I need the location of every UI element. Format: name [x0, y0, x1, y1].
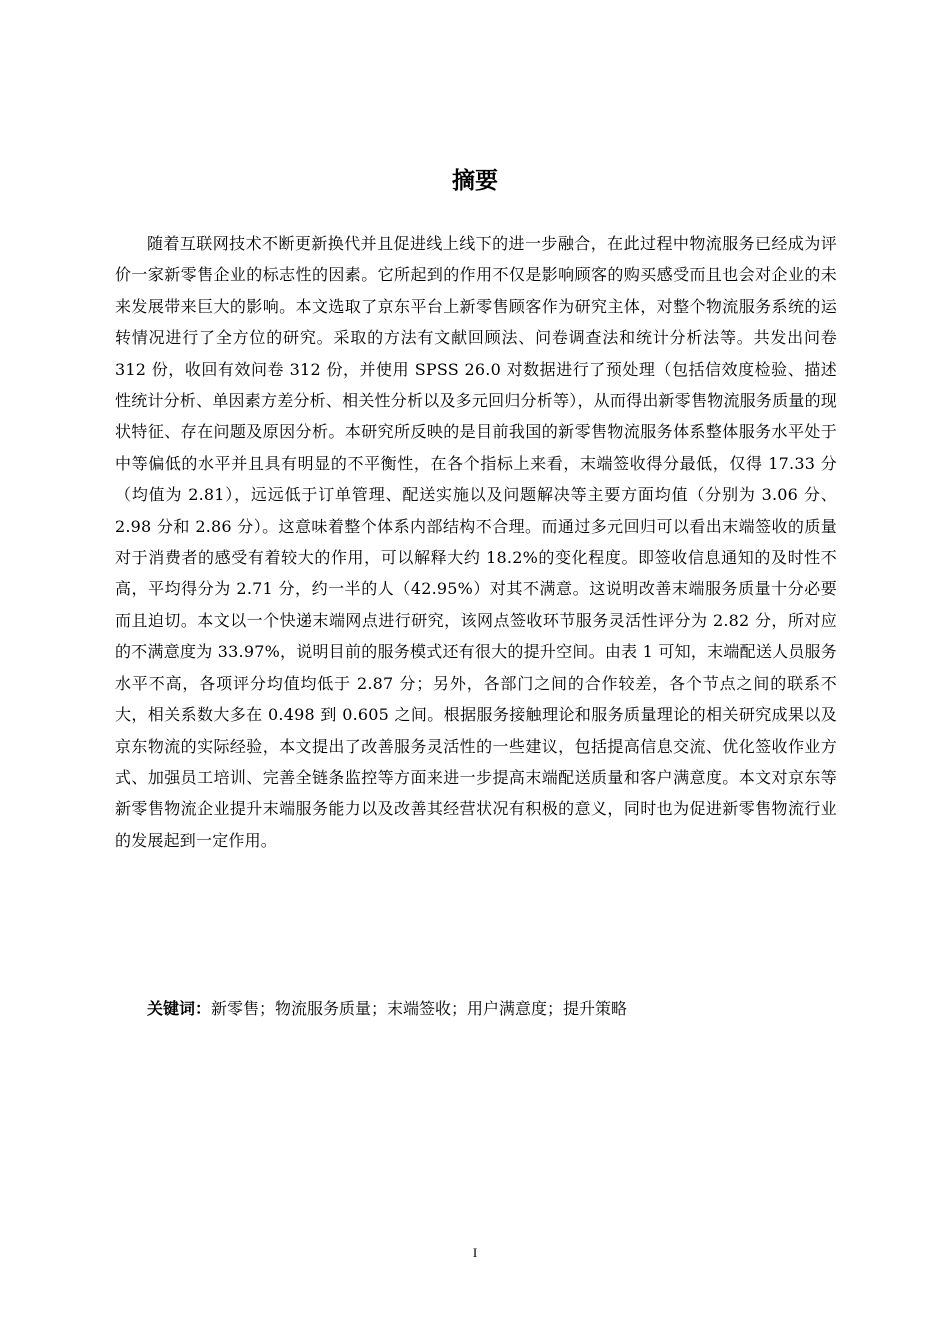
- page-title: 摘要: [452, 168, 498, 194]
- page-number: I: [472, 1245, 478, 1260]
- keywords-label: 关键词：: [147, 999, 212, 1018]
- keywords-line: [147, 994, 837, 1024]
- abstract-paragraph: 随着互联网技术不断更新换代并且促进线上线下的进一步融合，在此过程中物流服务已经成为评价一家新零售企业的标志性的因素。它所起到的作用不仅是影响顾客的购买感受而且也会对企业的未来发展带来巨大的影响。本文选取了京东平台上新零售顾客作为研究主体，对整个物流服务系统的运转情况进行了全方位的研究。采取的方法有文献回顾法、问卷调查法和统计分析法等。共发出问卷 312 份，收回有效问卷 312 份，并使用 SPSS 26.0 对数据进行了预处理（包括信效度检验、描述性统计分析、单因素方差分析、相关性分析以及多元回归分析等），从而得出新零售物流服务质量的现状特征、存在问题及原因分析。本研究所反映的是目前我国的新零售物流服务体系整体服务水平处于中等偏低的水平并且具有明显的不平衡性，在各个指标上来看，末端签收得分最低，仅得 17.33 分（均值为 2.81），远远低于订单管理、配送实施以及问题解决等主要方面均值（分别为 3.06 分、2.98 分和 2.86 分）。这意味着整个体系内部结构不合理。而通过多元回归可以看出末端签收的质量对于消费者的感受有着较大的作用，可以解释大约 18.2%的变化程度。即签收信息通知的及时性不高，平均得分为 2.71 分，约一半的人（42.95%）对其不满意。这说明改善末端服务质量十分必要而且迫切。本文以一个快递末端网点进行研究，该网点签收环节服务灵活性评分为 2.82 分，所对应的不满意度为 33.97%，说明目前的服务模式还有很大的提升空间。由表 1 可知，末端配送人员服务水平不高，各项评分均值均低于 2.87 分；另外，各部门之间的合作较差，各个节点之间的联系不大，相关系数大多在 0.498 到 0.605 之间。根据服务接触理论和服务质量理论的相关研究成果以及京东物流的实际经验，本文提出了改善服务灵活性的一些建议，包括提高信息交流、优化签收作业方式、加强员工培训、完善全链条监控等方面来进一步提高末端配送质量和客户满意度。本文对京东等新零售物流企业提升末端服务能力以及改善其经营状况有积极的意义，同时也为促进新零售物流行业的发展起到一定作用。: [115, 234, 837, 850]
- keywords-list: 新零售；物流服务质量；末端签收；用户满意度；提升策略: [211, 999, 628, 1018]
